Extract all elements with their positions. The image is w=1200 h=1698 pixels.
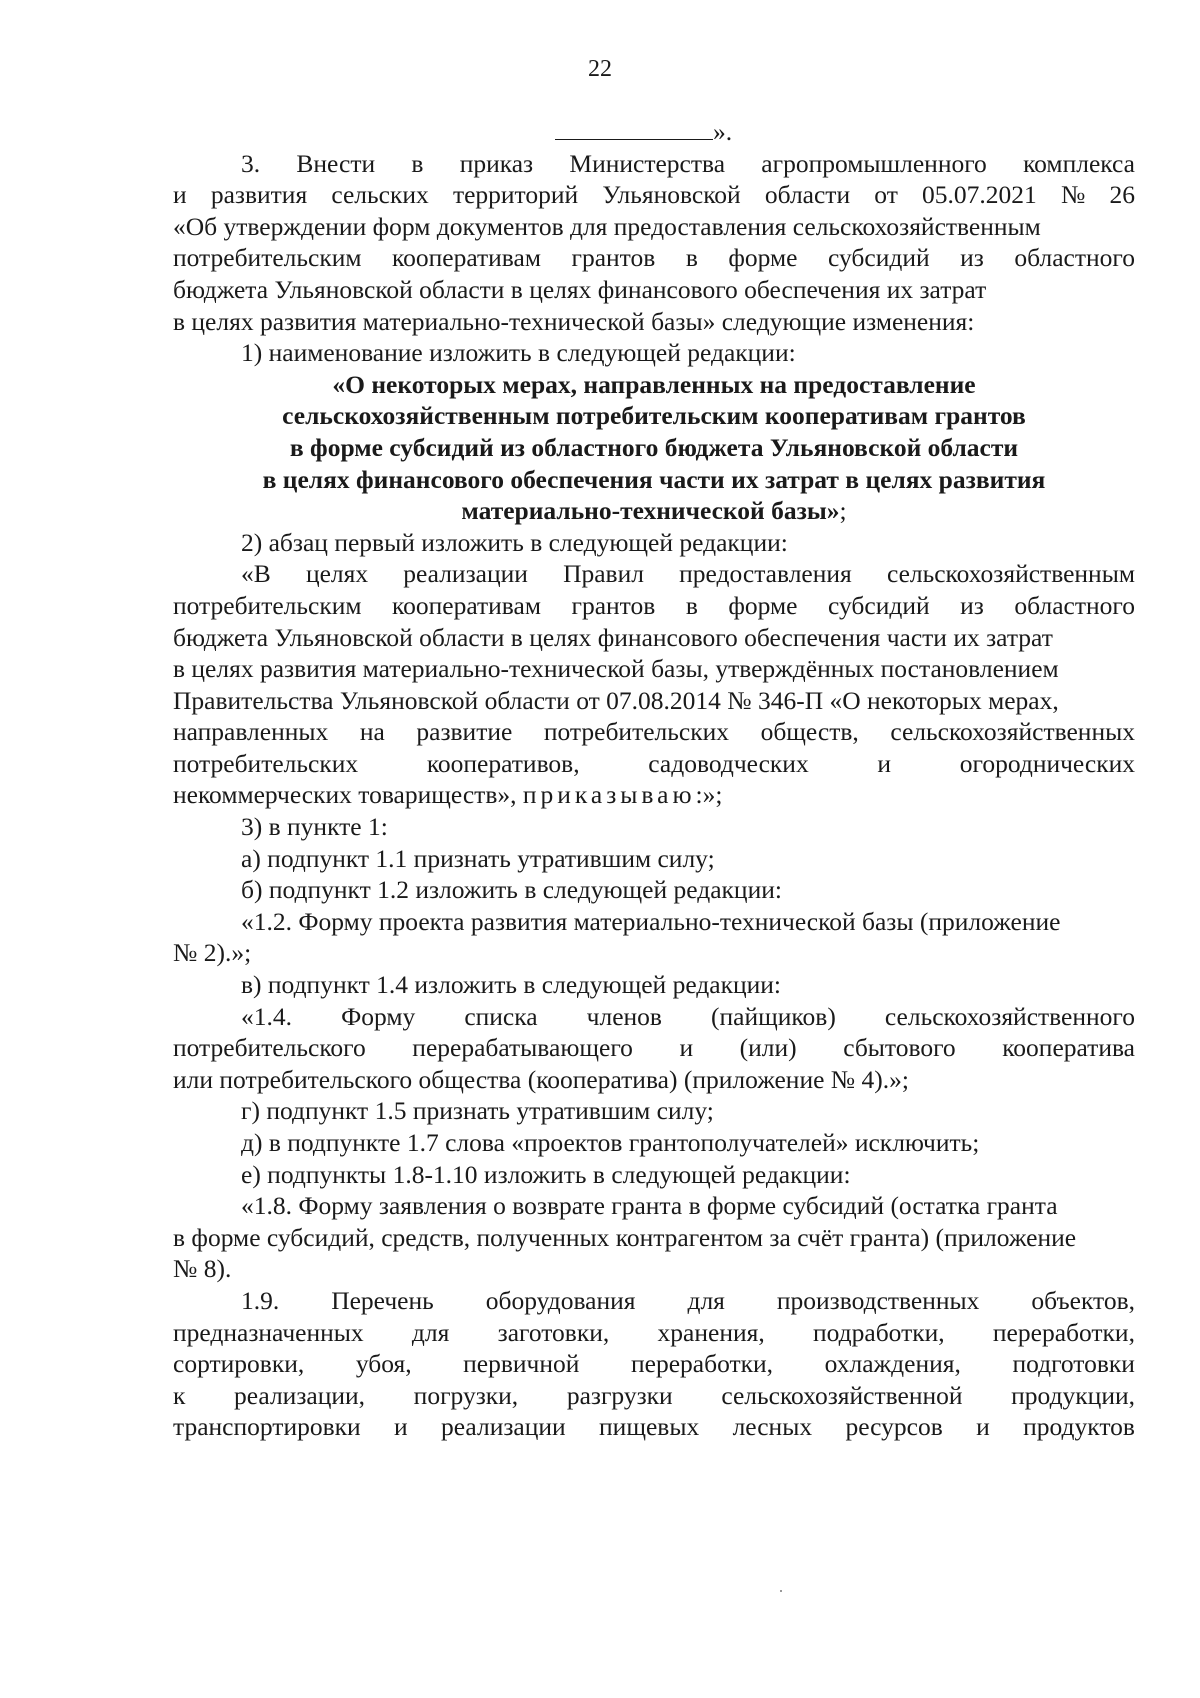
word: потребительским: [173, 590, 362, 620]
word: продукции,: [1011, 1380, 1135, 1410]
word: лесных: [732, 1412, 813, 1442]
title-line-5-text: материально-технической базы»: [461, 496, 840, 526]
word: области: [764, 180, 851, 210]
word: областного: [1014, 590, 1135, 620]
word: обществ,: [760, 717, 859, 747]
p2-line-5: Правительства Ульяновской области от 07.08.2014 № 346-П «О некоторых мерах,: [173, 685, 1059, 715]
word: потребительского: [173, 1033, 366, 1063]
word: развития: [210, 180, 308, 210]
word: развитие: [416, 717, 513, 747]
word: субсидий: [828, 590, 930, 620]
word: кооператива: [1002, 1033, 1135, 1063]
word: хранения,: [657, 1317, 765, 1347]
word: Правил: [563, 559, 644, 589]
word: 1.9.: [241, 1285, 280, 1315]
p1-line-4: [173, 242, 1135, 274]
p2-line-1: [173, 558, 1135, 590]
word: подготовки: [1012, 1349, 1135, 1379]
word: от: [874, 180, 898, 210]
word: переработки,: [631, 1349, 774, 1379]
word: «В: [241, 559, 271, 589]
word: кооперативам: [392, 243, 541, 273]
item-3v: в) подпункт 1.4 изложить в следующей редакции:: [241, 970, 782, 1000]
word: грантов: [571, 590, 656, 620]
word: производственных: [776, 1285, 980, 1315]
word: к: [173, 1380, 186, 1410]
word: объектов,: [1031, 1285, 1135, 1315]
p2-line-4: в целях развития материально-технической базы, утверждённых постановлением: [173, 654, 1059, 684]
word: Перечень: [331, 1285, 434, 1315]
word: охлаждения,: [824, 1349, 961, 1379]
word: комплекса: [1023, 148, 1135, 178]
word: субсидий: [828, 243, 930, 273]
item-3b: б) подпункт 1.2 изложить в следующей редакции:: [241, 875, 782, 905]
word: в: [411, 148, 424, 178]
word: Внести: [296, 148, 376, 178]
p5-line-3: № 8).: [173, 1254, 232, 1284]
word: потребительским: [173, 243, 362, 273]
word: потребительских: [543, 717, 729, 747]
word: на: [359, 717, 385, 747]
word: и: [173, 180, 187, 210]
word: сельскохозяйственной: [721, 1380, 963, 1410]
word: приказ: [459, 148, 534, 178]
p6-line-4: [173, 1380, 1135, 1412]
p3-line-1: «1.2. Форму проекта развития материально-технической базы (приложение: [241, 906, 1061, 936]
word: и: [976, 1412, 990, 1442]
word: в: [685, 590, 698, 620]
word: в: [685, 243, 698, 273]
word: агропромышленного: [761, 148, 987, 178]
word: 05.07.2021: [922, 180, 1037, 210]
item-3e: е) подпункты 1.8-1.10 изложить в следующей редакции:: [241, 1159, 851, 1189]
p6-line-2: [173, 1317, 1135, 1349]
p6-line-3: [173, 1348, 1135, 1380]
item-3a: а) подпункт 1.1 признать утратившим силу;: [241, 843, 715, 873]
p4-line-2: [173, 1032, 1135, 1064]
word: первичной: [463, 1349, 580, 1379]
title-line-5-tail: ;: [839, 496, 847, 526]
word: из: [960, 243, 984, 273]
word: реализации: [441, 1412, 566, 1442]
word: заготовки,: [497, 1317, 610, 1347]
word: продуктов: [1023, 1412, 1135, 1442]
word: из: [960, 590, 984, 620]
p5-line-2: в форме субсидий, средств, полученных контрагентом за счёт гранта) (приложение: [173, 1222, 1077, 1252]
prikazyvayu-word: приказываю: [522, 780, 696, 810]
p2-line-7: [173, 748, 1135, 780]
word: предоставления: [679, 559, 852, 589]
word: областного: [1014, 243, 1135, 273]
item-1: 1) наименование изложить в следующей редакции:: [241, 338, 796, 368]
p2-line-3: бюджета Ульяновской области в целях финансового обеспечения части их затрат: [173, 622, 1053, 652]
item-2: 2) абзац первый изложить в следующей редакции:: [241, 527, 788, 557]
p2-line-6: [173, 716, 1135, 748]
word: (или): [739, 1033, 797, 1063]
title-line-1: «О некоторых мерах, направленных на предоставление: [332, 369, 976, 399]
word: потребительских: [173, 748, 359, 778]
word: и: [877, 748, 892, 778]
word: списка: [464, 1001, 538, 1031]
p4-line-1: [173, 1001, 1135, 1033]
p5-line-1: «1.8. Форму заявления о возврате гранта в форме субсидий (остатка гранта: [241, 1191, 1058, 1221]
p1-line-5: бюджета Ульяновской области в целях финансового обеспечения их затрат: [173, 274, 987, 304]
word: реализации,: [234, 1380, 366, 1410]
word: транспортировки: [173, 1412, 361, 1442]
word: (пайщиков): [711, 1001, 836, 1031]
word: погрузки,: [413, 1380, 519, 1410]
word: грантов: [571, 243, 656, 273]
word: форме: [728, 243, 798, 273]
word: переработки,: [992, 1317, 1135, 1347]
item-3g: г) подпункт 1.5 признать утратившим силу;: [241, 1096, 714, 1126]
p2-line-8-c: :»;: [695, 780, 723, 810]
p1-line-6: в целях развития материально-технической базы» следующие изменения:: [173, 306, 975, 336]
word: членов: [586, 1001, 662, 1031]
p4-line-3: или потребительского общества (кооператива) (приложение № 4).»;: [173, 1064, 909, 1094]
p2-line-2: [173, 590, 1135, 622]
page-number: 22: [588, 56, 612, 82]
word: направленных: [173, 717, 329, 747]
p6-line-5: [173, 1411, 1135, 1443]
word: предназначенных: [173, 1317, 364, 1347]
p1-line-2: [173, 179, 1135, 211]
p6-line-1: [173, 1285, 1135, 1317]
title-line-4: в целях финансового обеспечения части их затрат в целях развития: [262, 464, 1046, 494]
blank-underline: [555, 121, 713, 140]
word: кооперативов,: [426, 748, 580, 778]
word: перерабатывающего: [412, 1033, 633, 1063]
word: подработки,: [812, 1317, 945, 1347]
word: для: [687, 1285, 725, 1315]
word: сельскохозяйственного: [884, 1001, 1135, 1031]
title-line-3: в форме субсидий из областного бюджета Ульяновской области: [289, 432, 1019, 462]
word: разгрузки: [566, 1380, 673, 1410]
word: Ульяновской: [602, 180, 741, 210]
item-3: 3) в пункте 1:: [241, 812, 388, 842]
word: сельскохозяйственных: [890, 717, 1135, 747]
p1-line-1: [173, 148, 1135, 180]
word: и: [394, 1412, 408, 1442]
word: садоводческих: [648, 748, 809, 778]
word: убоя,: [355, 1349, 412, 1379]
word: 26: [1109, 180, 1135, 210]
word: Министерства: [569, 148, 726, 178]
word: ресурсов: [845, 1412, 943, 1442]
title-line-2: сельскохозяйственным потребительским кооперативам грантов: [282, 401, 1026, 431]
scan-speck: [780, 1590, 782, 1592]
word: сельскохозяйственным: [886, 559, 1135, 589]
closing-quote: ».: [713, 117, 733, 146]
p1-line-3: «Об утверждении форм документов для предоставления сельскохозяйственным: [173, 211, 1041, 241]
p2-line-8-a: некоммерческих товариществ»,: [173, 780, 523, 810]
word: сбытового: [843, 1033, 956, 1063]
word: огороднических: [959, 748, 1135, 778]
word: целях: [305, 559, 369, 589]
word: Форму: [341, 1001, 416, 1031]
word: для: [411, 1317, 450, 1347]
word: сортировки,: [173, 1349, 305, 1379]
word: кооперативам: [392, 590, 541, 620]
word: «1.4.: [241, 1001, 292, 1031]
document-body: [173, 116, 1135, 1443]
title-line-5: [173, 495, 1135, 527]
word: пищевых: [599, 1412, 700, 1442]
word: реализации: [403, 559, 528, 589]
word: форме: [728, 590, 798, 620]
p3-line-2: № 2).»;: [173, 938, 252, 968]
closing-blank-line: [173, 116, 1135, 148]
word: оборудования: [485, 1285, 636, 1315]
item-3d: д) в подпункте 1.7 слова «проектов грантополучателей» исключить;: [241, 1128, 980, 1157]
word: и: [679, 1033, 694, 1063]
word: №: [1060, 180, 1086, 210]
word: 3.: [241, 148, 261, 178]
p2-line-8: [173, 779, 1135, 811]
word: сельских: [331, 180, 429, 210]
word: территорий: [452, 180, 579, 210]
